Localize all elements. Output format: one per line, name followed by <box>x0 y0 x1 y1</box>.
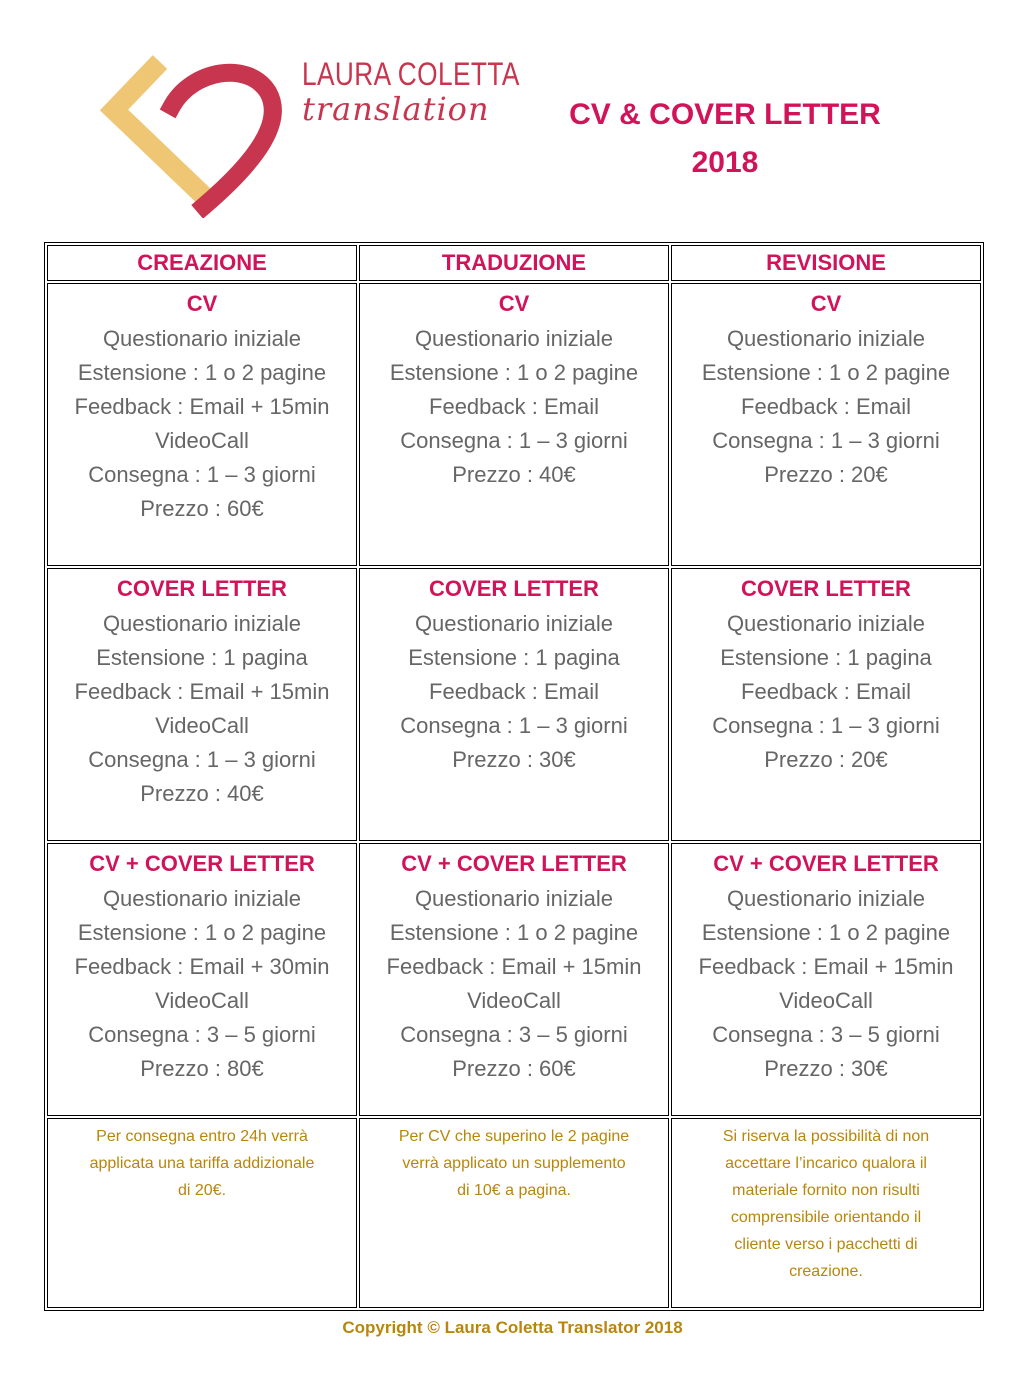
note-line: verrà applicato un supplemento <box>402 1155 626 1172</box>
package-detail: Consegna : 3 – 5 giorni <box>712 1022 940 1047</box>
column-header-revisione: REVISIONE <box>671 245 981 281</box>
package-title: CV + COVER LETTER <box>401 851 627 876</box>
note-line: di 10€ a pagina. <box>457 1182 571 1199</box>
package-detail: Consegna : 1 – 3 giorni <box>400 428 628 453</box>
package-detail: Feedback : Email <box>741 679 911 704</box>
package-detail: Feedback : Email <box>741 394 911 419</box>
note-line: cliente verso i pacchetti di <box>734 1236 918 1253</box>
package-detail: Consegna : 1 – 3 giorni <box>712 428 940 453</box>
package-cell <box>47 283 357 566</box>
package-detail: Consegna : 1 – 3 giorni <box>88 747 316 772</box>
note-line: Si riserva la possibilità di non <box>722 1128 930 1145</box>
package-price: Prezzo : 40€ <box>452 462 576 487</box>
note-line: creazione. <box>789 1263 863 1280</box>
note-text <box>48 1119 356 1204</box>
package-detail: VideoCall <box>779 988 873 1013</box>
note-cell <box>359 1118 669 1308</box>
package-title: COVER LETTER <box>117 576 287 601</box>
package-detail: Feedback : Email + 30min <box>74 954 330 979</box>
package-detail: Questionario iniziale <box>726 611 926 636</box>
package-detail: Questionario iniziale <box>102 886 302 911</box>
package-cell <box>671 843 981 1116</box>
package-detail: Consegna : 1 – 3 giorni <box>88 462 316 487</box>
package-title: CV + COVER LETTER <box>89 851 315 876</box>
package-detail: Estensione : 1 o 2 pagine <box>389 920 639 945</box>
logo-subtitle: translation <box>302 90 490 128</box>
pricing-table <box>44 242 984 1311</box>
package-cell <box>47 568 357 841</box>
package-title: CV <box>498 291 530 316</box>
package-detail: Consegna : 1 – 3 giorni <box>712 713 940 738</box>
package-title: CV + COVER LETTER <box>713 851 939 876</box>
package-price: Prezzo : 30€ <box>452 747 576 772</box>
note-line: comprensibile orientando il <box>730 1209 922 1226</box>
package-detail: Consegna : 1 – 3 giorni <box>400 713 628 738</box>
package-title: COVER LETTER <box>741 576 911 601</box>
package-title: CV <box>186 291 218 316</box>
package-detail: Questionario iniziale <box>726 886 926 911</box>
package-cell <box>359 568 669 841</box>
table-header-row <box>47 245 981 281</box>
package-price: Prezzo : 80€ <box>140 1056 264 1081</box>
page-year: 2018 <box>691 146 759 179</box>
note-text <box>672 1119 980 1285</box>
package-cell <box>671 283 981 566</box>
package-detail: Estensione : 1 o 2 pagine <box>389 360 639 385</box>
package-detail: VideoCall <box>155 713 249 738</box>
package-detail: Estensione : 1 pagina <box>96 645 308 670</box>
package-detail: Questionario iniziale <box>102 326 302 351</box>
package-detail: Estensione : 1 o 2 pagine <box>701 920 951 945</box>
package-detail: VideoCall <box>155 988 249 1013</box>
note-cell <box>47 1118 357 1308</box>
package-cell <box>359 843 669 1116</box>
package-detail: Feedback : Email + 15min <box>386 954 642 979</box>
package-detail: Questionario iniziale <box>414 326 614 351</box>
package-detail: Estensione : 1 o 2 pagine <box>701 360 951 385</box>
package-detail: Consegna : 3 – 5 giorni <box>400 1022 628 1047</box>
package-detail: Questionario iniziale <box>726 326 926 351</box>
package-detail: VideoCall <box>155 428 249 453</box>
table-row-cover-letter <box>47 568 981 841</box>
logo-name: LAURA COLETTA <box>302 56 520 92</box>
note-cell <box>671 1118 981 1308</box>
table-row-cv <box>47 283 981 566</box>
package-detail: Feedback : Email + 15min <box>74 394 330 419</box>
package-cell <box>47 843 357 1116</box>
package-title: COVER LETTER <box>429 576 599 601</box>
note-line: materiale fornito non risulti <box>732 1182 920 1199</box>
package-detail: Consegna : 3 – 5 giorni <box>88 1022 316 1047</box>
package-detail: Estensione : 1 pagina <box>720 645 932 670</box>
table-row-cv-cover-letter <box>47 843 981 1116</box>
package-price: Prezzo : 60€ <box>140 496 264 521</box>
package-cell <box>671 568 981 841</box>
note-line: applicata una tariffa addizionale <box>89 1155 315 1172</box>
package-detail: Estensione : 1 o 2 pagine <box>77 360 327 385</box>
note-line: accettare l’incarico qualora il <box>725 1155 927 1172</box>
package-detail: VideoCall <box>467 988 561 1013</box>
brand-logo <box>100 48 520 218</box>
table-row-notes <box>47 1118 981 1308</box>
note-line: di 20€. <box>177 1182 227 1199</box>
package-detail: Questionario iniziale <box>414 886 614 911</box>
note-line: Per CV che superino le 2 pagine <box>398 1128 630 1145</box>
note-line: Per consegna entro 24h verrà <box>96 1128 308 1145</box>
package-detail: Feedback : Email <box>429 679 599 704</box>
package-cell <box>359 283 669 566</box>
heart-bracket-icon <box>100 48 300 218</box>
package-price: Prezzo : 20€ <box>764 747 888 772</box>
page-title: CV & COVER LETTER <box>569 98 881 131</box>
package-detail: Estensione : 1 o 2 pagine <box>77 920 327 945</box>
package-price: Prezzo : 60€ <box>452 1056 576 1081</box>
package-price: Prezzo : 20€ <box>764 462 888 487</box>
copyright-footer: Copyright © Laura Coletta Translator 2018 <box>342 1318 683 1337</box>
column-header-creazione: CREAZIONE <box>47 245 357 281</box>
package-detail: Feedback : Email + 15min <box>698 954 954 979</box>
package-detail: Questionario iniziale <box>102 611 302 636</box>
package-price: Prezzo : 30€ <box>764 1056 888 1081</box>
package-detail: Estensione : 1 pagina <box>408 645 620 670</box>
column-header-traduzione: TRADUZIONE <box>359 245 669 281</box>
package-detail: Feedback : Email <box>429 394 599 419</box>
note-text <box>360 1119 668 1204</box>
package-price: Prezzo : 40€ <box>140 781 264 806</box>
package-title: CV <box>810 291 842 316</box>
package-detail: Questionario iniziale <box>414 611 614 636</box>
package-detail: Feedback : Email + 15min <box>74 679 330 704</box>
